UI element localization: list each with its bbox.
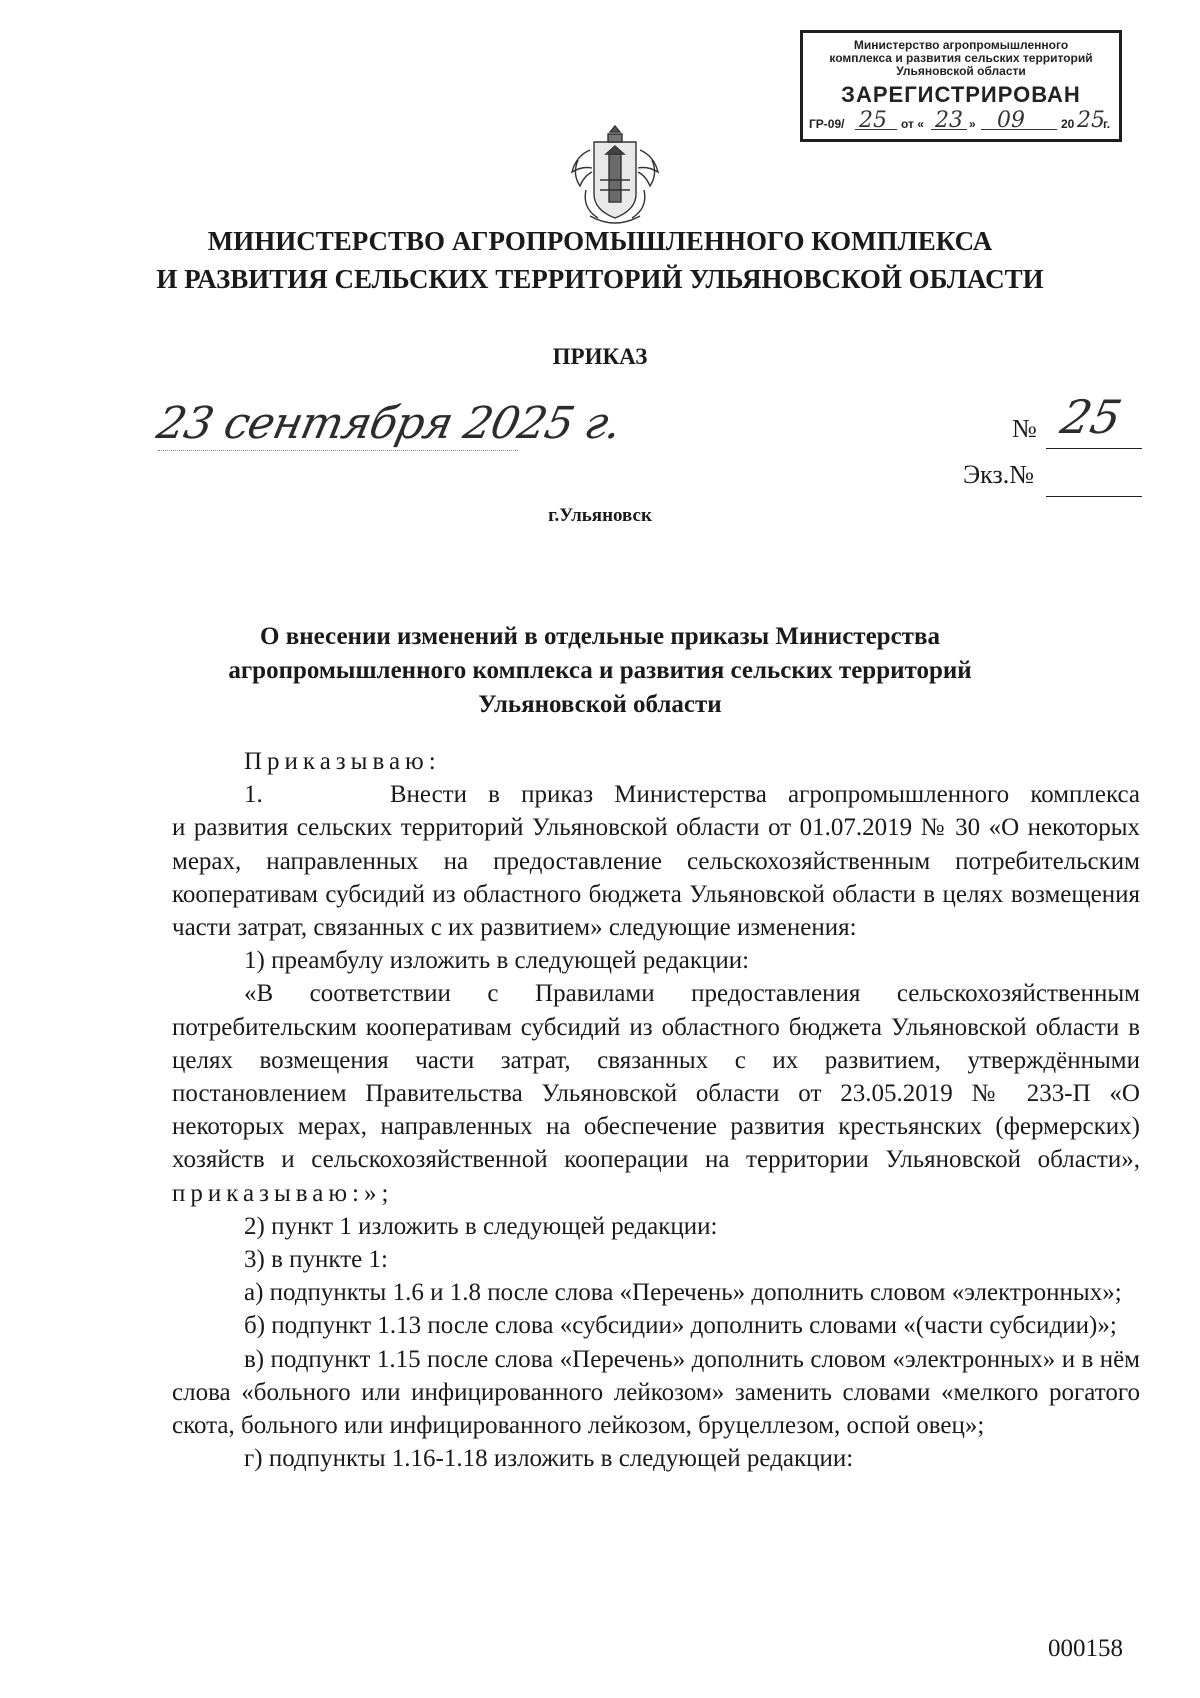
- stamp-year-suffix: г.: [1103, 117, 1111, 131]
- stamp-underline: [931, 129, 967, 130]
- order-number-label: №: [1012, 414, 1037, 443]
- stamp-year-prefix: 20: [1061, 117, 1075, 131]
- stamp-line-1: Министерство агропромышленного: [853, 38, 1069, 52]
- registration-stamp: [800, 30, 1122, 142]
- coat-of-arms-icon: [560, 120, 670, 230]
- subject-line-1: О внесении изменений в отдельные приказы Министерства: [260, 623, 940, 650]
- document-type: ПРИКАЗ: [552, 344, 648, 369]
- document-body: [172, 745, 1140, 1475]
- stamp-title: ЗАРЕГИСТРИРОВАН: [841, 82, 1081, 107]
- stamp-reg-year: 25: [1077, 108, 1105, 133]
- stamp-close-quote: »: [969, 117, 976, 131]
- item-1-text: и развития сельских территорий Ульяновской области от 01.07.2019 № 30 «О некоторых мерах, направленных на предоставление сельскохозяйственным потребительским кооперативам субсидий из областного бюджета Ульяновской области в целях возмещения части затрат, связанных с их развитием» следующие изменения:: [172, 814, 1140, 942]
- subitem-3a: а) подпункты 1.6 и 1.8 после слова «Перечень» дополнить словом «электронных»;: [244, 1279, 1122, 1307]
- ministry-name-line-2: И РАЗВИТИЯ СЕЛЬСКИХ ТЕРРИТОРИЙ УЛЬЯНОВСКОЙ ОБЛАСТИ: [156, 264, 1044, 294]
- document-subject: [180, 620, 1020, 722]
- stamp-reg-month: 09: [997, 108, 1025, 133]
- handwritten-date: 23 сентября 2025 г.: [152, 398, 626, 449]
- stamp-underline: [855, 129, 897, 130]
- stamp-reg-number: 25: [859, 108, 887, 133]
- subitem-3d: г) подпункты 1.16-1.18 изложить в следующей редакции:: [244, 1445, 854, 1473]
- stamp-reg-day: 23: [935, 108, 963, 133]
- subitem-3: 3) в пункте 1:: [244, 1246, 388, 1274]
- subitem-1: 1) преамбулу изложить в следующей редакции:: [244, 947, 750, 975]
- copy-number-underline: [1046, 496, 1142, 497]
- page-code: 000158: [1048, 1635, 1123, 1662]
- item-1-number: 1.: [244, 781, 263, 809]
- stamp-underline: [981, 129, 1057, 130]
- item-1-line-1: Внести в приказ Министерства агропромышленного комплекса: [389, 781, 1141, 809]
- stamp-from-label: от «: [901, 117, 924, 131]
- preamble-order-word: приказываю:»;: [172, 1179, 394, 1207]
- stamp-line-3: Ульяновской области: [896, 64, 1026, 78]
- subject-line-2: агропромышленного комплекса и развития сельских территорий: [228, 657, 972, 684]
- stamp-registration-row: [809, 108, 1113, 133]
- stamp-reg-prefix: ГР-09/: [809, 117, 845, 131]
- ministry-name-line-1: МИНИСТЕРСТВО АГРОПРОМЫШЛЕННОГО КОМПЛЕКСА: [207, 226, 993, 256]
- subject-line-3: Ульяновской области: [478, 691, 722, 718]
- order-number-underline: [1046, 448, 1142, 449]
- item-1-first-line: [172, 778, 1140, 811]
- preamble-quote-text: «В соответствии с Правилами предоставления сельскохозяйственным потребительским кооперативам субсидий из областного бюджета Ульяновской области в целях возмещения части затрат, связанных с их развитием, утверждёнными постановлением Правительства Ульяновской области от 23.05.2019 № 233-П «О некоторых мерах, направленных на обеспечение развития крестьянских (фермерских) хозяйств и сельскохозяйственной кооперации на территории Ульяновской области»,: [172, 980, 1140, 1174]
- city-name: г.Ульяновск: [548, 505, 652, 526]
- date-underline: [158, 450, 518, 451]
- order-word: Приказываю:: [244, 748, 441, 775]
- preamble-quote: [172, 977, 1140, 1209]
- subitem-3b: б) подпункт 1.13 после слова «субсидии» дополнить словами «(части субсидии)»;: [244, 1312, 1117, 1340]
- subitem-3c: в) подпункт 1.15 после слова «Перечень» дополнить словом «электронных» и в нём слова «больного или инфицированного лейкозом» заменить словами «мелкого рогатого скота, больного или инфицированного лейкозом, бруцеллезом, оспой овец»;: [172, 1345, 1140, 1440]
- copy-number-label: Экз.№: [963, 460, 1035, 489]
- subitem-2: 2) пункт 1 изложить в следующей редакции:: [244, 1212, 718, 1240]
- order-number-value: 25: [1056, 390, 1127, 444]
- stamp-line-2: комплекса и развития сельских территорий: [829, 51, 1093, 65]
